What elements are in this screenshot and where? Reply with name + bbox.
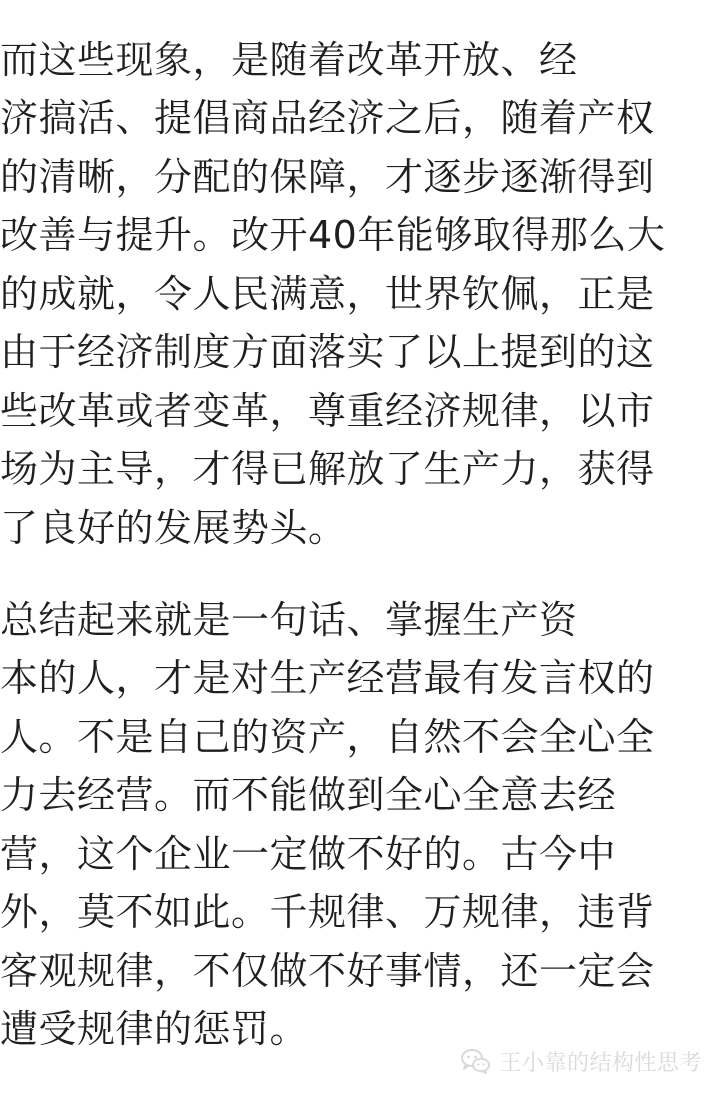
paragraph-line: 由于经济制度方面落实了以上提到的这	[0, 330, 655, 374]
paragraph-line: 的成就，令人民满意，世界钦佩，正是	[0, 272, 655, 316]
wechat-icon	[459, 1047, 491, 1075]
watermark	[459, 1046, 702, 1076]
paragraph-line: 的清晰，分配的保障，才逐步逐渐得到	[0, 155, 655, 199]
paragraph-line: 些改革或者变革，尊重经济规律，以市	[0, 389, 655, 433]
paragraph-line: 外，莫不如此。千规律、万规律，违背	[0, 890, 655, 934]
paragraph-line: 客观规律，不仅做不好事情，还一定会	[0, 949, 655, 993]
paragraph-line: 济搞活、提倡商品经济之后，随着产权	[0, 96, 655, 140]
paragraph-line: 总结起来就是一句话、掌握生产资	[0, 598, 578, 642]
paragraph-line: 营，这个企业一定做不好的。古今中	[0, 832, 617, 876]
paragraph-line: 遭受规律的惩罚。	[0, 1007, 309, 1051]
paragraph-line: 改善与提升。改开40年能够取得那么大	[0, 213, 666, 257]
watermark-text: 王小靠的结构性思考	[499, 1050, 702, 1076]
paragraph-line: 了良好的发展势头。	[0, 506, 347, 550]
paragraph-line: 人。不是自己的资产，自然不会全心全	[0, 715, 655, 759]
paragraph-line: 而这些现象，是随着改革开放、经	[0, 38, 578, 82]
paragraph-line: 场为主导，才得已解放了生产力，获得	[0, 447, 655, 491]
paragraph-line: 力去经营。而不能做到全心全意去经	[0, 773, 617, 817]
paragraph-line: 本的人，才是对生产经营最有发言权的	[0, 656, 655, 700]
